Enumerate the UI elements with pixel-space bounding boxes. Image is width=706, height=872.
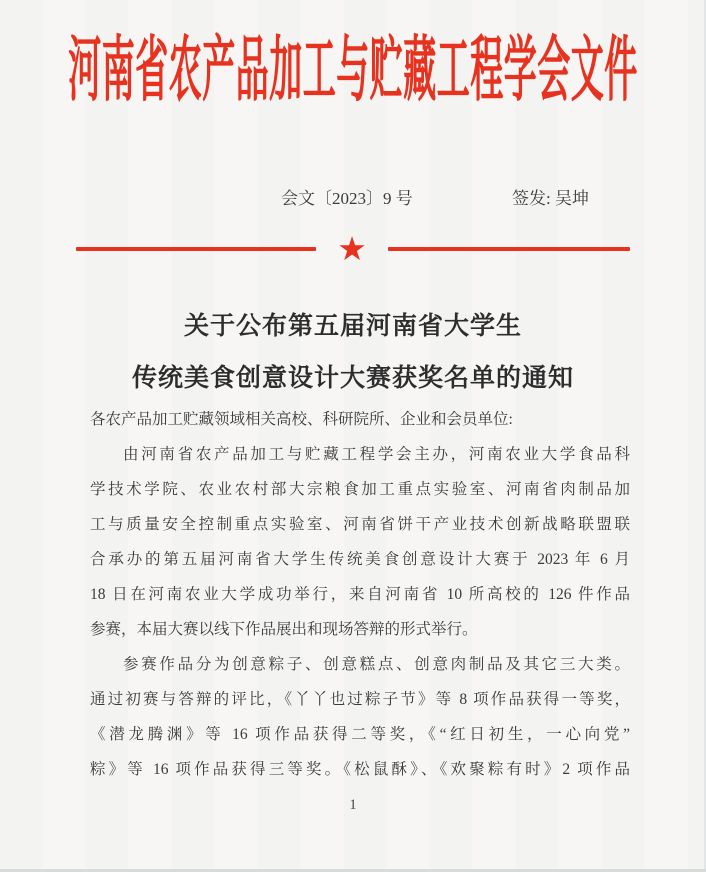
body-line: 合承办的第五届河南省大学生传统美食创意设计大赛于 2023 年 6 月	[90, 551, 630, 568]
document-title	[0, 300, 706, 404]
salutation-line: 各农产品加工贮藏领域相关高校、科研院所、企业和会员单位:	[90, 411, 513, 428]
page-number: 1	[349, 797, 357, 813]
letterhead-title: 河南省农产品加工与贮藏工程学会文件	[68, 33, 638, 111]
body-line: 粽》等 16 项作品获得三等奖。《松鼠酥》、《欢聚粽有时》2 项作品	[90, 761, 630, 778]
divider-right-rule	[388, 247, 630, 251]
document-title-line2: 传统美食创意设计大赛获奖名单的通知	[131, 364, 574, 392]
body-text	[90, 402, 630, 787]
doc-info-row	[0, 186, 706, 212]
body-line: 参赛，本届大赛以线下作品展出和现场答辩的形式举行。	[90, 621, 478, 638]
body-line: 工与质量安全控制重点实验室、河南省饼干产业技术创新战略联盟联	[90, 516, 630, 533]
body-line: 由河南省农产品加工与贮藏工程学会主办，河南农业大学食品科	[123, 446, 630, 463]
red-divider	[0, 230, 706, 268]
document-title-line1: 关于公布第五届河南省大学生	[183, 312, 522, 340]
doc-issuer: 签发: 吴坤	[512, 189, 589, 208]
body-line: 18 日在河南农业大学成功举行，来自河南省 10 所高校的 126 件作品	[90, 586, 630, 603]
body-line: 学技术学院、农业农村部大宗粮食加工重点实验室、河南省肉制品加	[90, 481, 630, 498]
letterhead	[0, 22, 706, 124]
divider-left-rule	[76, 247, 316, 251]
star-icon: ★	[337, 229, 367, 267]
body-line: 《潜龙腾渊》等 16 项作品获得二等奖，《“红日初生，一心向党”	[90, 726, 630, 743]
body-line: 通过初赛与答辩的评比，《丫丫也过粽子节》等 8 项作品获得一等奖，	[90, 691, 630, 708]
body-line: 参赛作品分为创意粽子、创意糕点、创意肉制品及其它三大类。	[123, 656, 630, 673]
doc-number: 会文〔2023〕9 号	[281, 189, 413, 208]
